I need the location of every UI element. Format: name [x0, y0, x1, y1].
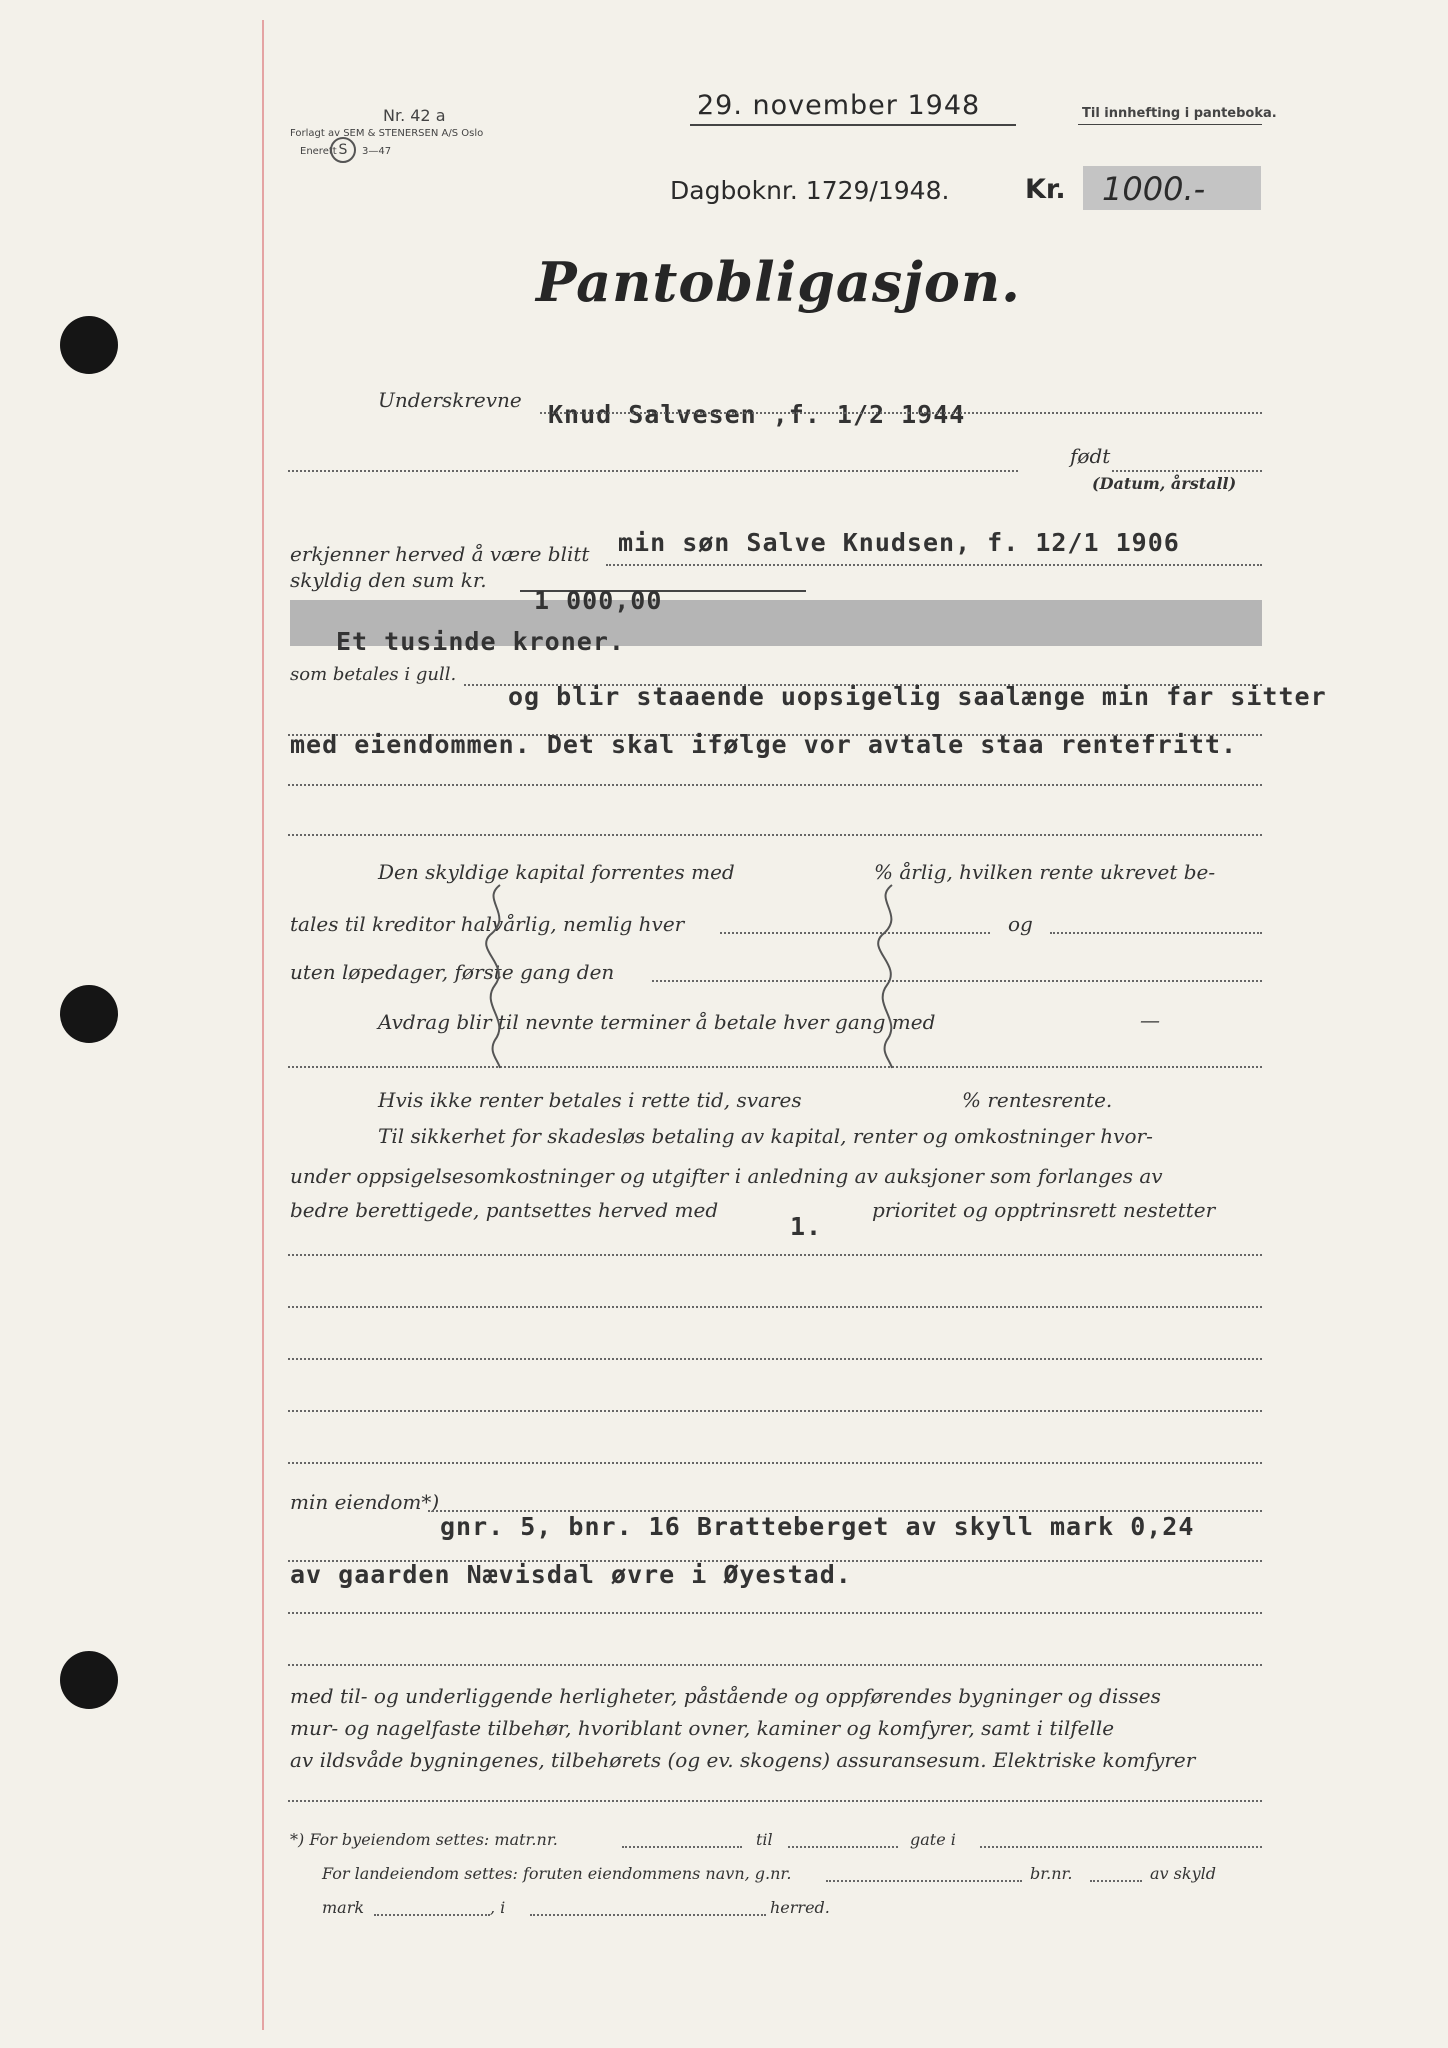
binding-note-underline	[1078, 124, 1262, 125]
kr-amount: 1000.-	[1102, 170, 1206, 208]
blank-line	[288, 784, 1262, 786]
born-date-line	[1112, 470, 1262, 472]
footnote-line-2a: For landeiendom settes: foruten eiendommens navn, g.nr.	[322, 1864, 792, 1883]
footnote-dots	[530, 1914, 766, 1916]
security-line-2: under oppsigelsesomkostninger og utgifter i anledning av auksjoner som forlanges av	[290, 1164, 1163, 1188]
publisher-date: 3—47	[362, 146, 392, 157]
terms-line-2-text: med eiendommen. Det skal ifølge vor avtale staa rentefritt.	[290, 730, 1238, 759]
security-line-3a: bedre berettigede, pantsettes herved med	[290, 1198, 719, 1222]
footnote-line-3b: , i	[490, 1898, 506, 1917]
installment-dash: —	[1140, 1008, 1160, 1032]
kr-label: Kr.	[1025, 174, 1066, 205]
footnote-line-1b: til	[756, 1830, 773, 1849]
terms-line-1-text: og blir staaende uopsigelig saalænge min far sitter	[508, 682, 1327, 711]
document-title: Pantobligasjon.	[536, 250, 1021, 314]
publisher-logo: S	[330, 137, 356, 163]
first-date-line	[652, 980, 1262, 982]
footnote-line-3a: mark	[322, 1898, 365, 1917]
punch-hole	[60, 985, 118, 1043]
penalty-line-a: Hvis ikke renter betales i rette tid, svares	[378, 1088, 802, 1112]
punch-hole	[60, 1651, 118, 1709]
publisher-enerett: Enerett	[300, 146, 337, 157]
closing-line-2: mur- og nagelfaste tilbehør, hvoriblant ovner, kaminer og komfyrer, samt i tilfelle	[290, 1716, 1115, 1740]
publisher-line: Forlagt av SEM & STENERSEN A/S Oslo	[290, 128, 484, 139]
interest-line-3: uten løpedager, første gang den	[290, 960, 615, 984]
interest-term-1	[720, 932, 990, 934]
hand-bracket-right	[862, 880, 922, 1070]
blank-line	[288, 1612, 1262, 1614]
interest-line-2a: tales til kreditor halvårlig, nemlig hver	[290, 912, 685, 936]
gold-label: som betales i gull.	[290, 664, 457, 685]
debtor-line	[540, 412, 1262, 414]
footnote-line-2c: av skyld	[1150, 1864, 1216, 1883]
debtor-value: Knud Salvesen ,f. 1/2 1944	[548, 400, 966, 429]
blank-line	[288, 1358, 1262, 1360]
sum-words: Et tusinde kroner.	[336, 627, 625, 656]
footnote-line-1a: *) For byeiendom settes: matr.nr.	[290, 1830, 558, 1849]
footnote-line-2b: br.nr.	[1030, 1864, 1073, 1883]
sum-label: skyldig den sum kr.	[290, 568, 487, 592]
footnote-dots	[826, 1880, 1022, 1882]
born-line	[288, 470, 1018, 472]
penalty-line-b: % rentesrente.	[962, 1088, 1113, 1112]
journal-number: Dagboknr. 1729/1948.	[670, 176, 950, 205]
blank-line	[288, 834, 1262, 836]
punch-hole	[60, 316, 118, 374]
binding-note: Til innhefting i panteboka.	[1082, 106, 1277, 121]
blank-line	[288, 1066, 1262, 1068]
margin-line	[262, 20, 264, 2030]
creditor-line	[606, 564, 1262, 566]
footnote-line-3c: herred.	[770, 1898, 830, 1917]
debtor-label: Underskrevne	[378, 388, 522, 412]
date-underline	[690, 124, 1016, 126]
interest-line-1b: % årlig, hvilken rente ukrevet be-	[874, 860, 1216, 884]
born-hint: (Datum, årstall)	[1092, 474, 1237, 493]
priority-value: 1.	[790, 1212, 823, 1241]
form-number: Nr. 42 a	[383, 106, 446, 125]
hand-bracket-left	[470, 880, 530, 1070]
property-line-1-text: gnr. 5, bnr. 16 Bratteberget av skyll mark 0,24	[440, 1512, 1195, 1541]
interest-line-1a: Den skyldige kapital forrentes med	[378, 860, 735, 884]
blank-line	[288, 1254, 1262, 1256]
footnote-dots	[374, 1914, 490, 1916]
footnote-dots	[980, 1846, 1262, 1848]
interest-line-2b: og	[1008, 912, 1033, 936]
footnote-line-1c: gate i	[910, 1830, 956, 1849]
security-line-1: Til sikkerhet for skadesløs betaling av kapital, renter og omkostninger hvor-	[378, 1124, 1153, 1148]
blank-line	[288, 1462, 1262, 1464]
blank-line	[288, 1410, 1262, 1412]
property-line-2-text: av gaarden Nævisdal øvre i Øyestad.	[290, 1560, 852, 1589]
blank-line	[288, 1306, 1262, 1308]
sum-value: 1 000,00	[534, 586, 663, 615]
footnote-dots	[1090, 1880, 1142, 1882]
security-line-3b: prioritet og opptrinsrett nestetter	[872, 1198, 1216, 1222]
creditor-value: min søn Salve Knudsen, f. 12/1 1906	[618, 528, 1180, 557]
creditor-label: erkjenner herved å være blitt	[290, 542, 590, 566]
born-label: født	[1070, 444, 1111, 468]
property-label: min eiendom*)	[290, 1490, 440, 1514]
blank-line	[288, 1664, 1262, 1666]
footnote-dots	[622, 1846, 742, 1848]
document-date: 29. november 1948	[697, 90, 981, 121]
closing-line-1: med til- og underliggende herligheter, påstående og oppførendes bygninger og disses	[290, 1684, 1161, 1708]
footnote-dots	[788, 1846, 898, 1848]
interest-term-2	[1050, 932, 1262, 934]
installment-line: Avdrag blir til nevnte terminer å betale hver gang med	[378, 1010, 936, 1034]
blank-line	[288, 1800, 1262, 1802]
closing-line-3: av ildsvåde bygningenes, tilbehørets (og ev. skogens) assuransesum. Elektriske komfyrer	[290, 1748, 1196, 1772]
